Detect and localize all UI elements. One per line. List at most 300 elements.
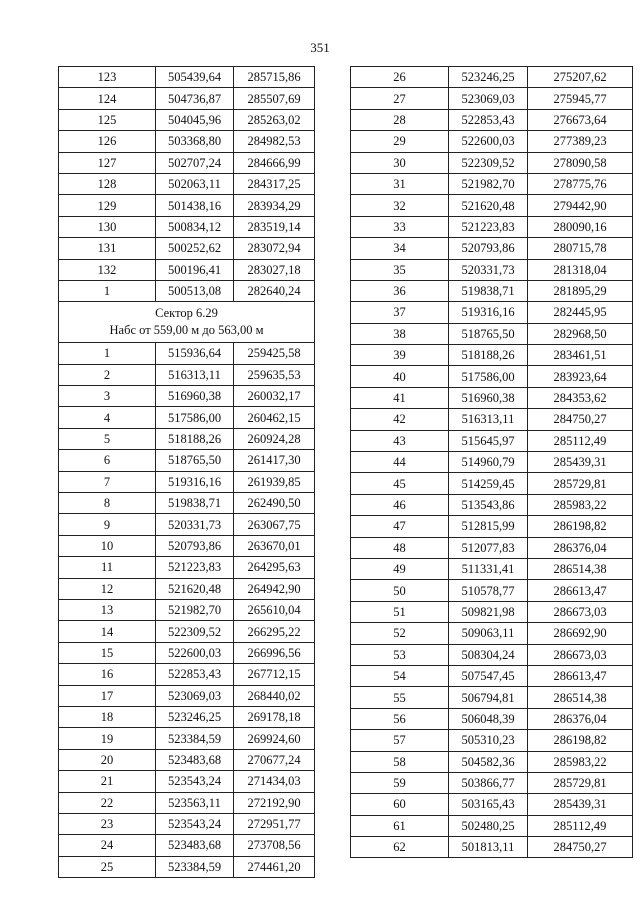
table-row xyxy=(351,558,633,579)
point-number-cell: 29 xyxy=(351,131,449,152)
x-coordinate-cell: 518188,26 xyxy=(449,345,528,366)
table-row xyxy=(351,387,633,408)
y-coordinate-cell: 286673,03 xyxy=(528,644,633,665)
y-coordinate-cell: 285507,69 xyxy=(234,88,315,109)
table-row xyxy=(59,578,315,599)
table-body-after-section xyxy=(59,343,315,878)
x-coordinate-cell: 519316,16 xyxy=(156,471,234,492)
table-row xyxy=(351,708,633,729)
table-row xyxy=(59,109,315,130)
point-number-cell: 127 xyxy=(59,152,156,173)
y-coordinate-cell: 267712,15 xyxy=(234,664,315,685)
point-number-cell: 11 xyxy=(59,557,156,578)
x-coordinate-cell: 503866,77 xyxy=(449,772,528,793)
table-row xyxy=(351,366,633,387)
point-number-cell: 130 xyxy=(59,216,156,237)
table-row xyxy=(59,514,315,535)
x-coordinate-cell: 501813,11 xyxy=(449,837,528,858)
y-coordinate-cell: 272951,77 xyxy=(234,813,315,834)
y-coordinate-cell: 282640,24 xyxy=(234,280,315,301)
x-coordinate-cell: 522600,03 xyxy=(449,131,528,152)
y-coordinate-cell: 284750,27 xyxy=(528,837,633,858)
y-coordinate-cell: 280090,16 xyxy=(528,216,633,237)
point-number-cell: 7 xyxy=(59,471,156,492)
table-row xyxy=(59,771,315,792)
table-body-right xyxy=(351,67,633,858)
table-row xyxy=(59,493,315,514)
x-coordinate-cell: 521223,83 xyxy=(156,557,234,578)
y-coordinate-cell: 279442,90 xyxy=(528,195,633,216)
table-row xyxy=(351,516,633,537)
x-coordinate-cell: 503368,80 xyxy=(156,131,234,152)
y-coordinate-cell: 285112,49 xyxy=(528,430,633,451)
point-number-cell: 129 xyxy=(59,195,156,216)
y-coordinate-cell: 260924,28 xyxy=(234,428,315,449)
table-row xyxy=(351,259,633,280)
y-coordinate-cell: 285439,31 xyxy=(528,452,633,473)
y-coordinate-cell: 275207,62 xyxy=(528,67,633,88)
section-header xyxy=(59,302,315,343)
table-row xyxy=(59,621,315,642)
y-coordinate-cell: 281318,04 xyxy=(528,259,633,280)
x-coordinate-cell: 504045,96 xyxy=(156,109,234,130)
point-number-cell: 9 xyxy=(59,514,156,535)
x-coordinate-cell: 501438,16 xyxy=(156,195,234,216)
table-row xyxy=(351,473,633,494)
x-coordinate-cell: 520793,86 xyxy=(449,238,528,259)
x-coordinate-cell: 508304,24 xyxy=(449,644,528,665)
x-coordinate-cell: 505310,23 xyxy=(449,730,528,751)
table-row xyxy=(59,450,315,471)
point-number-cell: 37 xyxy=(351,302,449,323)
point-number-cell: 8 xyxy=(59,493,156,514)
point-number-cell: 10 xyxy=(59,535,156,556)
y-coordinate-cell: 268440,02 xyxy=(234,685,315,706)
x-coordinate-cell: 513543,86 xyxy=(449,494,528,515)
y-coordinate-cell: 283934,29 xyxy=(234,195,315,216)
x-coordinate-cell: 516960,38 xyxy=(449,387,528,408)
y-coordinate-cell: 285983,22 xyxy=(528,494,633,515)
table-row xyxy=(59,152,315,173)
table-body-before-section xyxy=(59,67,315,302)
y-coordinate-cell: 286514,38 xyxy=(528,687,633,708)
y-coordinate-cell: 264942,90 xyxy=(234,578,315,599)
x-coordinate-cell: 519838,71 xyxy=(156,493,234,514)
table-row xyxy=(59,173,315,194)
table-row xyxy=(59,642,315,663)
table-row xyxy=(59,364,315,385)
table-row xyxy=(59,195,315,216)
point-number-cell: 4 xyxy=(59,407,156,428)
x-coordinate-cell: 518765,50 xyxy=(449,323,528,344)
point-number-cell: 30 xyxy=(351,152,449,173)
table-row xyxy=(351,837,633,858)
y-coordinate-cell: 261939,85 xyxy=(234,471,315,492)
point-number-cell: 36 xyxy=(351,280,449,301)
table-row xyxy=(351,430,633,451)
point-number-cell: 31 xyxy=(351,173,449,194)
point-number-cell: 2 xyxy=(59,364,156,385)
table-row xyxy=(59,407,315,428)
y-coordinate-cell: 285715,86 xyxy=(234,67,315,88)
table-row xyxy=(351,67,633,88)
table-row xyxy=(351,409,633,430)
x-coordinate-cell: 500834,12 xyxy=(156,216,234,237)
x-coordinate-cell: 523069,03 xyxy=(449,88,528,109)
table-row xyxy=(59,67,315,88)
point-number-cell: 21 xyxy=(59,771,156,792)
table-row xyxy=(351,537,633,558)
point-number-cell: 15 xyxy=(59,642,156,663)
y-coordinate-cell: 260462,15 xyxy=(234,407,315,428)
x-coordinate-cell: 523246,25 xyxy=(156,706,234,727)
table-row xyxy=(351,216,633,237)
y-coordinate-cell: 286514,38 xyxy=(528,558,633,579)
table-row xyxy=(59,706,315,727)
x-coordinate-cell: 500513,08 xyxy=(156,280,234,301)
x-coordinate-cell: 519838,71 xyxy=(449,280,528,301)
x-coordinate-cell: 523246,25 xyxy=(449,67,528,88)
y-coordinate-cell: 281895,29 xyxy=(528,280,633,301)
x-coordinate-cell: 509821,98 xyxy=(449,601,528,622)
table-row xyxy=(59,238,315,259)
y-coordinate-cell: 286673,03 xyxy=(528,601,633,622)
y-coordinate-cell: 270677,24 xyxy=(234,749,315,770)
table-row xyxy=(59,471,315,492)
table-row xyxy=(59,88,315,109)
coordinates-table-right xyxy=(350,66,633,858)
section-row xyxy=(59,302,315,343)
table-row xyxy=(59,835,315,856)
x-coordinate-cell: 520793,86 xyxy=(156,535,234,556)
x-coordinate-cell: 515936,64 xyxy=(156,343,234,364)
y-coordinate-cell: 280715,78 xyxy=(528,238,633,259)
point-number-cell: 28 xyxy=(351,109,449,130)
x-coordinate-cell: 514259,45 xyxy=(449,473,528,494)
table-row xyxy=(351,152,633,173)
point-number-cell: 126 xyxy=(59,131,156,152)
y-coordinate-cell: 264295,63 xyxy=(234,557,315,578)
table-row xyxy=(59,535,315,556)
x-coordinate-cell: 523543,24 xyxy=(156,813,234,834)
point-number-cell: 1 xyxy=(59,343,156,364)
y-coordinate-cell: 286376,04 xyxy=(528,708,633,729)
x-coordinate-cell: 523543,24 xyxy=(156,771,234,792)
x-coordinate-cell: 523384,59 xyxy=(156,856,234,877)
y-coordinate-cell: 272192,90 xyxy=(234,792,315,813)
table-row xyxy=(351,815,633,836)
point-number-cell: 24 xyxy=(59,835,156,856)
x-coordinate-cell: 520331,73 xyxy=(449,259,528,280)
point-number-cell: 58 xyxy=(351,751,449,772)
x-coordinate-cell: 516313,11 xyxy=(156,364,234,385)
y-coordinate-cell: 282968,50 xyxy=(528,323,633,344)
point-number-cell: 34 xyxy=(351,238,449,259)
table-row xyxy=(59,259,315,280)
point-number-cell: 56 xyxy=(351,708,449,729)
y-coordinate-cell: 283027,18 xyxy=(234,259,315,280)
y-coordinate-cell: 273708,56 xyxy=(234,835,315,856)
point-number-cell: 54 xyxy=(351,665,449,686)
table-row xyxy=(351,280,633,301)
x-coordinate-cell: 505439,64 xyxy=(156,67,234,88)
point-number-cell: 55 xyxy=(351,687,449,708)
table-row xyxy=(351,88,633,109)
table-row xyxy=(351,623,633,644)
point-number-cell: 39 xyxy=(351,345,449,366)
table-row xyxy=(59,728,315,749)
x-coordinate-cell: 507547,45 xyxy=(449,665,528,686)
point-number-cell: 27 xyxy=(351,88,449,109)
x-coordinate-cell: 517586,00 xyxy=(156,407,234,428)
table-row xyxy=(351,751,633,772)
table-row xyxy=(351,452,633,473)
table-row xyxy=(59,813,315,834)
x-coordinate-cell: 502063,11 xyxy=(156,173,234,194)
y-coordinate-cell: 283923,64 xyxy=(528,366,633,387)
point-number-cell: 59 xyxy=(351,772,449,793)
x-coordinate-cell: 520331,73 xyxy=(156,514,234,535)
x-coordinate-cell: 521223,83 xyxy=(449,216,528,237)
point-number-cell: 14 xyxy=(59,621,156,642)
table-row xyxy=(351,323,633,344)
x-coordinate-cell: 523069,03 xyxy=(156,685,234,706)
y-coordinate-cell: 286613,47 xyxy=(528,580,633,601)
point-number-cell: 5 xyxy=(59,428,156,449)
point-number-cell: 42 xyxy=(351,409,449,430)
point-number-cell: 3 xyxy=(59,386,156,407)
x-coordinate-cell: 519316,16 xyxy=(449,302,528,323)
point-number-cell: 1 xyxy=(59,280,156,301)
y-coordinate-cell: 285729,81 xyxy=(528,473,633,494)
y-coordinate-cell: 284750,27 xyxy=(528,409,633,430)
point-number-cell: 23 xyxy=(59,813,156,834)
table-row xyxy=(351,665,633,686)
y-coordinate-cell: 275945,77 xyxy=(528,88,633,109)
point-number-cell: 53 xyxy=(351,644,449,665)
point-number-cell: 41 xyxy=(351,387,449,408)
y-coordinate-cell: 284982,53 xyxy=(234,131,315,152)
y-coordinate-cell: 266295,22 xyxy=(234,621,315,642)
y-coordinate-cell: 277389,23 xyxy=(528,131,633,152)
point-number-cell: 46 xyxy=(351,494,449,515)
y-coordinate-cell: 284317,25 xyxy=(234,173,315,194)
section-title: Сектор 6.29 xyxy=(155,306,218,321)
table-row xyxy=(59,792,315,813)
table-row xyxy=(59,428,315,449)
point-number-cell: 33 xyxy=(351,216,449,237)
y-coordinate-cell: 269178,18 xyxy=(234,706,315,727)
table-row xyxy=(59,343,315,364)
point-number-cell: 132 xyxy=(59,259,156,280)
x-coordinate-cell: 521982,70 xyxy=(449,173,528,194)
x-coordinate-cell: 522309,52 xyxy=(156,621,234,642)
table-row xyxy=(351,131,633,152)
y-coordinate-cell: 262490,50 xyxy=(234,493,315,514)
page-number: 351 xyxy=(310,40,330,55)
y-coordinate-cell: 286613,47 xyxy=(528,665,633,686)
point-number-cell: 44 xyxy=(351,452,449,473)
point-number-cell: 22 xyxy=(59,792,156,813)
table-row xyxy=(351,195,633,216)
table-row xyxy=(351,601,633,622)
point-number-cell: 32 xyxy=(351,195,449,216)
table-row xyxy=(351,109,633,130)
y-coordinate-cell: 285439,31 xyxy=(528,794,633,815)
x-coordinate-cell: 518765,50 xyxy=(156,450,234,471)
table-row xyxy=(351,794,633,815)
point-number-cell: 50 xyxy=(351,580,449,601)
section-subtitle: Набс от 559,00 м до 563,00 м xyxy=(109,323,264,338)
x-coordinate-cell: 522309,52 xyxy=(449,152,528,173)
y-coordinate-cell: 283519,14 xyxy=(234,216,315,237)
table-row xyxy=(351,173,633,194)
x-coordinate-cell: 522600,03 xyxy=(156,642,234,663)
table-row xyxy=(59,599,315,620)
x-coordinate-cell: 521620,48 xyxy=(449,195,528,216)
x-coordinate-cell: 506794,81 xyxy=(449,687,528,708)
point-number-cell: 51 xyxy=(351,601,449,622)
table-row xyxy=(351,494,633,515)
y-coordinate-cell: 271434,03 xyxy=(234,771,315,792)
table-row xyxy=(59,664,315,685)
table-row xyxy=(59,216,315,237)
y-coordinate-cell: 263067,75 xyxy=(234,514,315,535)
point-number-cell: 131 xyxy=(59,238,156,259)
y-coordinate-cell: 266996,56 xyxy=(234,642,315,663)
point-number-cell: 40 xyxy=(351,366,449,387)
x-coordinate-cell: 516960,38 xyxy=(156,386,234,407)
table-row xyxy=(59,749,315,770)
point-number-cell: 47 xyxy=(351,516,449,537)
point-number-cell: 12 xyxy=(59,578,156,599)
table-row xyxy=(59,557,315,578)
point-number-cell: 25 xyxy=(59,856,156,877)
point-number-cell: 62 xyxy=(351,837,449,858)
x-coordinate-cell: 516313,11 xyxy=(449,409,528,430)
y-coordinate-cell: 269924,60 xyxy=(234,728,315,749)
x-coordinate-cell: 504582,36 xyxy=(449,751,528,772)
y-coordinate-cell: 284666,99 xyxy=(234,152,315,173)
point-number-cell: 125 xyxy=(59,109,156,130)
y-coordinate-cell: 286198,82 xyxy=(528,516,633,537)
table-row xyxy=(59,280,315,301)
point-number-cell: 20 xyxy=(59,749,156,770)
y-coordinate-cell: 259635,53 xyxy=(234,364,315,385)
x-coordinate-cell: 503165,43 xyxy=(449,794,528,815)
x-coordinate-cell: 523563,11 xyxy=(156,792,234,813)
table-row xyxy=(351,238,633,259)
x-coordinate-cell: 522853,43 xyxy=(449,109,528,130)
x-coordinate-cell: 510578,77 xyxy=(449,580,528,601)
x-coordinate-cell: 521620,48 xyxy=(156,578,234,599)
point-number-cell: 128 xyxy=(59,173,156,194)
section-cell xyxy=(59,302,315,343)
point-number-cell: 124 xyxy=(59,88,156,109)
y-coordinate-cell: 286692,90 xyxy=(528,623,633,644)
point-number-cell: 52 xyxy=(351,623,449,644)
x-coordinate-cell: 511331,41 xyxy=(449,558,528,579)
point-number-cell: 45 xyxy=(351,473,449,494)
y-coordinate-cell: 286198,82 xyxy=(528,730,633,751)
x-coordinate-cell: 522853,43 xyxy=(156,664,234,685)
y-coordinate-cell: 274461,20 xyxy=(234,856,315,877)
table-row xyxy=(351,345,633,366)
point-number-cell: 60 xyxy=(351,794,449,815)
point-number-cell: 6 xyxy=(59,450,156,471)
x-coordinate-cell: 517586,00 xyxy=(449,366,528,387)
y-coordinate-cell: 286376,04 xyxy=(528,537,633,558)
table-row xyxy=(351,687,633,708)
x-coordinate-cell: 515645,97 xyxy=(449,430,528,451)
y-coordinate-cell: 278090,58 xyxy=(528,152,633,173)
table-row xyxy=(59,856,315,877)
coordinates-table-left xyxy=(58,66,315,878)
y-coordinate-cell: 283461,51 xyxy=(528,345,633,366)
y-coordinate-cell: 276673,64 xyxy=(528,109,633,130)
y-coordinate-cell: 259425,58 xyxy=(234,343,315,364)
y-coordinate-cell: 285729,81 xyxy=(528,772,633,793)
table-row xyxy=(351,302,633,323)
table-row xyxy=(351,772,633,793)
point-number-cell: 49 xyxy=(351,558,449,579)
point-number-cell: 57 xyxy=(351,730,449,751)
point-number-cell: 61 xyxy=(351,815,449,836)
point-number-cell: 26 xyxy=(351,67,449,88)
x-coordinate-cell: 506048,39 xyxy=(449,708,528,729)
x-coordinate-cell: 512077,83 xyxy=(449,537,528,558)
table-row xyxy=(351,644,633,665)
x-coordinate-cell: 500196,41 xyxy=(156,259,234,280)
point-number-cell: 17 xyxy=(59,685,156,706)
x-coordinate-cell: 509063,11 xyxy=(449,623,528,644)
table-row xyxy=(59,685,315,706)
y-coordinate-cell: 285112,49 xyxy=(528,815,633,836)
x-coordinate-cell: 502707,24 xyxy=(156,152,234,173)
x-coordinate-cell: 521982,70 xyxy=(156,599,234,620)
y-coordinate-cell: 282445,95 xyxy=(528,302,633,323)
y-coordinate-cell: 263670,01 xyxy=(234,535,315,556)
y-coordinate-cell: 284353,62 xyxy=(528,387,633,408)
point-number-cell: 38 xyxy=(351,323,449,344)
x-coordinate-cell: 502480,25 xyxy=(449,815,528,836)
point-number-cell: 13 xyxy=(59,599,156,620)
x-coordinate-cell: 500252,62 xyxy=(156,238,234,259)
point-number-cell: 16 xyxy=(59,664,156,685)
point-number-cell: 19 xyxy=(59,728,156,749)
x-coordinate-cell: 514960,79 xyxy=(449,452,528,473)
table-row xyxy=(59,131,315,152)
y-coordinate-cell: 265610,04 xyxy=(234,599,315,620)
x-coordinate-cell: 512815,99 xyxy=(449,516,528,537)
y-coordinate-cell: 283072,94 xyxy=(234,238,315,259)
table-row xyxy=(351,730,633,751)
y-coordinate-cell: 261417,30 xyxy=(234,450,315,471)
x-coordinate-cell: 523384,59 xyxy=(156,728,234,749)
x-coordinate-cell: 504736,87 xyxy=(156,88,234,109)
point-number-cell: 48 xyxy=(351,537,449,558)
point-number-cell: 35 xyxy=(351,259,449,280)
y-coordinate-cell: 285263,02 xyxy=(234,109,315,130)
point-number-cell: 18 xyxy=(59,706,156,727)
point-number-cell: 43 xyxy=(351,430,449,451)
table-row xyxy=(59,386,315,407)
x-coordinate-cell: 523483,68 xyxy=(156,835,234,856)
y-coordinate-cell: 278775,76 xyxy=(528,173,633,194)
y-coordinate-cell: 260032,17 xyxy=(234,386,315,407)
x-coordinate-cell: 518188,26 xyxy=(156,428,234,449)
y-coordinate-cell: 285983,22 xyxy=(528,751,633,772)
